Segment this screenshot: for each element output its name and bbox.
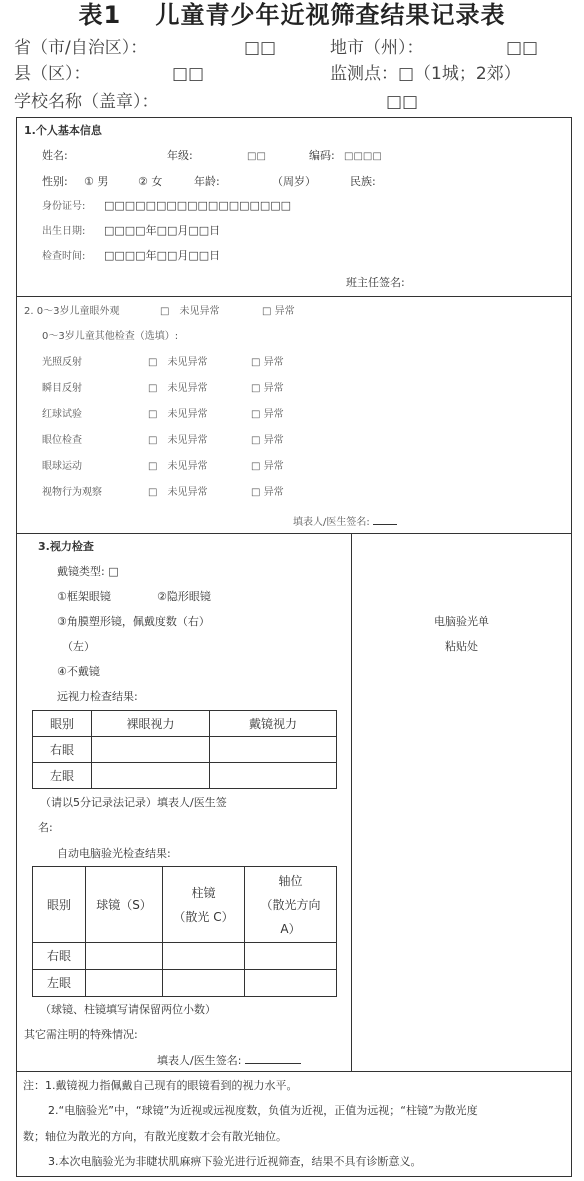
- site-label[interactable]: 监测点：□（1城；2郊）: [330, 64, 521, 84]
- exam-date-label: 检查时间:: [42, 251, 86, 262]
- refraction-table: [32, 866, 337, 997]
- divider: [16, 533, 572, 534]
- vision-cell-input[interactable]: [92, 737, 210, 763]
- refraction-row-right-eye: 右眼: [33, 943, 86, 970]
- school-label: 学校名称（盖章）：: [14, 92, 159, 112]
- paste-area-label: 粘贴处: [445, 640, 478, 653]
- age-label: 年龄:: [194, 175, 220, 188]
- check-label: 红球试验: [42, 409, 82, 420]
- note-2-cont: 数；轴位为散光的方向，有散光度数才会有散光轴位。: [23, 1130, 287, 1143]
- id-value[interactable]: □□□□□□□□□□□□□□□□□□: [104, 199, 292, 212]
- refraction-col-cylinder: [163, 867, 245, 943]
- refraction-cell-input[interactable]: [245, 970, 337, 997]
- decimal-note: （球镜、柱镜填写请保留两位小数）: [40, 1003, 216, 1016]
- five-point-note-cont: 名:: [38, 821, 53, 834]
- refraction-col-axis: [245, 867, 337, 943]
- teacher-signature-label: 班主任签名:: [346, 276, 405, 289]
- glasses-option-ortho-k[interactable]: ③角膜塑形镜，佩戴度数（右）: [57, 615, 210, 628]
- grade-value[interactable]: □□: [247, 151, 266, 162]
- name-label: 姓名:: [42, 149, 68, 162]
- exam-date-value[interactable]: □□□□年□□月□□日: [104, 249, 221, 262]
- paste-area-label: 电脑验光单: [434, 615, 489, 628]
- vision-cell-input[interactable]: [92, 763, 210, 789]
- province-label: 省（市/自治区）：: [14, 38, 148, 58]
- check-label: 光照反射: [42, 357, 82, 368]
- refraction-cell-input[interactable]: [86, 970, 163, 997]
- check-normal-option[interactable]: □ 未见异常: [148, 357, 208, 368]
- signature-line[interactable]: [245, 1052, 301, 1064]
- check-abnormal-option[interactable]: □ 异常: [251, 487, 284, 498]
- vision-table: [32, 710, 337, 789]
- check-label: 眼球运动: [42, 461, 82, 472]
- section2-subheading: 0～3岁儿童其他检查（选填）:: [42, 331, 179, 342]
- check-label: 瞬目反射: [42, 383, 82, 394]
- section2-heading: 2. 0～3岁儿童眼外观: [24, 306, 120, 317]
- axis-header-line1: 轴位: [278, 873, 303, 888]
- check-normal-option[interactable]: □ 未见异常: [148, 461, 208, 472]
- county-value[interactable]: □□: [172, 64, 205, 84]
- refraction-col-eye: 眼别: [33, 867, 86, 943]
- note-1: 注：1.戴镜视力指佩戴自己现有的眼镜看到的视力水平。: [23, 1079, 298, 1092]
- county-label: 县（区）：: [14, 64, 91, 84]
- check-abnormal-option[interactable]: □ 异常: [251, 435, 284, 446]
- check-label: 眼位检查: [42, 435, 82, 446]
- refraction-cell-input[interactable]: [245, 943, 337, 970]
- section1-heading: 1.个人基本信息: [24, 124, 102, 137]
- cylinder-header-line2: （散光 C）: [173, 909, 234, 924]
- vision-row-left-eye: 左眼: [33, 763, 92, 789]
- page-title: 表1 儿童青少年近视筛查结果记录表: [78, 1, 506, 29]
- check-label: 视物行为观察: [42, 487, 102, 498]
- section3-heading: 3.视力检查: [38, 540, 94, 553]
- check-abnormal-option[interactable]: □ 异常: [251, 409, 284, 420]
- vision-col-glasses: 戴镜视力: [210, 711, 337, 737]
- check-normal-option[interactable]: □ 未见异常: [148, 383, 208, 394]
- refraction-col-sphere: 球镜（S）: [86, 867, 163, 943]
- glasses-option-contact[interactable]: ②隐形眼镜: [157, 590, 211, 603]
- check-abnormal-option[interactable]: □ 异常: [251, 357, 284, 368]
- far-vision-result-label: 远视力检查结果:: [57, 690, 138, 703]
- age-unit: （周岁）: [272, 175, 316, 188]
- cylinder-header-line1: 柱镜: [191, 885, 216, 900]
- auto-refraction-label: 自动电脑验光检查结果:: [57, 847, 171, 860]
- divider: [16, 296, 572, 297]
- code-label: 编码:: [309, 149, 335, 162]
- grade-label: 年级:: [167, 149, 193, 162]
- note-3: 3.本次电脑验光为非睫状肌麻痹下验光进行近视筛查，结果不具有诊断意义。: [48, 1155, 422, 1168]
- doctor-signature-label: [293, 513, 397, 530]
- glasses-option-none[interactable]: ④不戴镜: [57, 665, 100, 678]
- refraction-cell-input[interactable]: [163, 943, 245, 970]
- birth-label: 出生日期:: [42, 226, 86, 237]
- vision-cell-input[interactable]: [210, 737, 337, 763]
- vision-row-right-eye: 右眼: [33, 737, 92, 763]
- city-label: 地市（州）：: [330, 38, 424, 58]
- axis-header-line2: （散光方向: [260, 897, 321, 912]
- appearance-normal-option[interactable]: □ 未见异常: [160, 306, 220, 317]
- ortho-k-left-label: （左）: [62, 640, 95, 653]
- vision-col-naked: 裸眼视力: [92, 711, 210, 737]
- city-value[interactable]: □□: [506, 38, 539, 58]
- special-note-label: 其它需注明的特殊情况:: [24, 1028, 138, 1041]
- glasses-type-label[interactable]: 戴镜类型: □: [57, 565, 119, 578]
- axis-header-line3: A）: [280, 921, 301, 936]
- code-value[interactable]: □□□□: [344, 151, 382, 162]
- check-normal-option[interactable]: □ 未见异常: [148, 435, 208, 446]
- appearance-abnormal-option[interactable]: □ 异常: [262, 306, 295, 317]
- glasses-option-frame[interactable]: ①框架眼镜: [57, 590, 111, 603]
- gender-male-option[interactable]: ① 男: [84, 175, 109, 188]
- divider: [16, 1071, 572, 1072]
- refraction-cell-input[interactable]: [86, 943, 163, 970]
- refraction-cell-input[interactable]: [163, 970, 245, 997]
- province-value[interactable]: □□: [244, 38, 277, 58]
- refraction-row-left-eye: 左眼: [33, 970, 86, 997]
- doctor-signature-text: 填表人/医生签名:: [157, 1054, 242, 1067]
- school-value[interactable]: □□: [386, 92, 419, 112]
- check-normal-option[interactable]: □ 未见异常: [148, 487, 208, 498]
- doctor-signature-label: [157, 1052, 301, 1069]
- gender-female-option[interactable]: ② 女: [138, 175, 163, 188]
- birth-value[interactable]: □□□□年□□月□□日: [104, 224, 221, 237]
- check-abnormal-option[interactable]: □ 异常: [251, 461, 284, 472]
- check-abnormal-option[interactable]: □ 异常: [251, 383, 284, 394]
- id-label: 身份证号:: [42, 201, 86, 212]
- vision-cell-input[interactable]: [210, 763, 337, 789]
- doctor-signature-text: 填表人/医生签名:: [293, 517, 370, 528]
- vision-col-eye: 眼别: [33, 711, 92, 737]
- signature-line[interactable]: [373, 513, 397, 525]
- five-point-note: （请以5分记录法记录）填表人/医生签: [40, 796, 227, 809]
- ethnicity-label: 民族:: [350, 175, 376, 188]
- gender-label: 性别:: [42, 175, 68, 188]
- note-2: 2.“电脑验光”中，“球镜”为近视或远视度数，负值为近视，正值为远视；“柱镜”为散光度: [48, 1104, 478, 1117]
- check-normal-option[interactable]: □ 未见异常: [148, 409, 208, 420]
